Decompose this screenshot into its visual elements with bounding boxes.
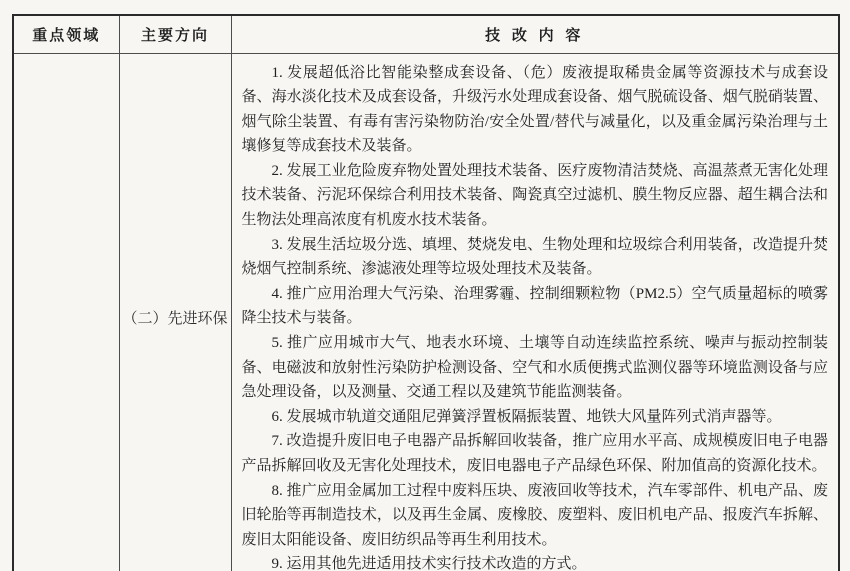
content-item-5: 5. 推广应用城市大气、地表水环境、土壤等自动连续监控系统、噪声与振动控制装备、电磁波和放射性污染防护检测设备、空气和水质便携式监测仪器等环境监测设备与应急处理设备，以及测量、交通工程以及建筑节能监测装备。	[241, 335, 828, 401]
content-item-3: 3. 发展生活垃圾分选、填埋、焚烧发电、生物处理和垃圾综合利用装备，改造提升焚烧烟气控制系统、渗滤液处理等垃圾处理技术及装备。	[241, 236, 828, 278]
header-row	[13, 15, 839, 53]
content-item-7: 7. 改造提升废旧电子电器产品拆解回收装备，推广应用水平高、成规模废旧电子电器产品拆解回收及无害化处理技术，废旧电器电子产品绿色环保、附加值高的资源化技术。	[241, 433, 828, 474]
header-key-area: 重点领域	[13, 15, 119, 53]
content-item-1: 1. 发展超低浴比智能染整成套设备、（危）废液提取稀贵金属等资源技术与成套设备、海水淡化技术及成套设备，升级污水处理成套设备、烟气脱硫设备、烟气脱硝装置、烟气除尘装置、有毒有害污染物防治/安全处置/替代与减量化，以及重金属污染治理与土壤修复等成套技术及装备。	[241, 64, 828, 155]
content-item-4: 4. 推广应用治理大气污染、治理雾霾、控制细颗粒物（PM2.5）空气质量超标的喷雾降尘技术与装备。	[241, 285, 828, 327]
content-item-8: 8. 推广应用金属加工过程中废料压块、废液回收等技术，汽车零部件、机电产品、废旧轮胎等再制造技术，以及再生金属、废橡胶、废塑料、废旧机电产品、报废汽车拆解、废旧太阳能设备、废旧纺织品等再生利用技术。	[241, 482, 828, 548]
content-item-2: 2. 发展工业危险废弃物处置处理技术装备、医疗废物清洁焚烧、高温蒸煮无害化处理技术装备、污泥环保综合利用技术装备、陶瓷真空过滤机、膜生物反应器、超生耦合法和生物法处理高浓度有机废水技术装备。	[241, 162, 828, 229]
tech-upgrade-table	[12, 14, 840, 571]
content-item-6: 6. 发展城市轨道交通阻尼弹簧浮置板隔振装置、地铁大风量阵列式消声器等。	[271, 408, 782, 425]
cell-tech-content	[231, 53, 839, 571]
cell-key-area	[13, 53, 119, 571]
cell-main-direction: （二）先进环保	[119, 53, 231, 571]
table-row	[13, 53, 839, 571]
header-tech-content: 技 改 内 容	[231, 15, 839, 53]
content-item-9: 9. 运用其他先进适用技术实行技术改造的方式。	[271, 556, 587, 571]
header-main-direction: 主要方向	[119, 15, 231, 53]
